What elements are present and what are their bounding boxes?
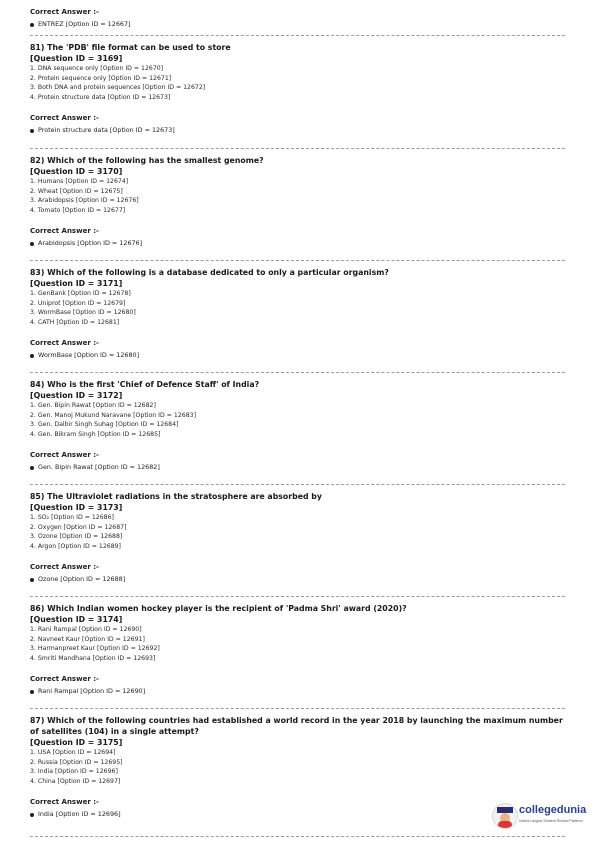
- correct-answer: Arabidopsis [Option ID = 12676]: [30, 239, 565, 248]
- question-id: [Question ID = 3169]: [30, 54, 123, 63]
- question-block: [30, 155, 565, 248]
- option: 3. Ozone [Option ID = 12688]: [30, 533, 123, 541]
- option: 4. Smriti Mandhana [Option ID = 12693]: [30, 654, 156, 662]
- bullet-icon: [30, 242, 34, 246]
- option: 4. Argon [Option ID = 12689]: [30, 542, 121, 550]
- logo-name: collegedunia: [519, 804, 587, 816]
- question-title: 85) The Ultraviolet radiations in the stratosphere are absorbed by: [30, 492, 322, 501]
- question-title: 86) Which Indian women hockey player is the recipient of 'Padma Shri' award (2020)?: [30, 604, 407, 613]
- question-title: 82) Which of the following has the smallest genome?: [30, 156, 264, 165]
- question-block: [30, 42, 565, 135]
- option: 4. CATH [Option ID = 12681]: [30, 318, 120, 326]
- question-id: [Question ID = 3174]: [30, 615, 123, 624]
- option: 4. Tomato [Option ID = 12677]: [30, 206, 126, 214]
- option: 1. GenBank [Option ID = 12678]: [30, 290, 131, 297]
- question-id: [Question ID = 3175]: [30, 738, 123, 747]
- correct-answer-label: Correct Answer :-: [30, 227, 99, 236]
- question-block: [30, 603, 565, 696]
- correct-answer: India [Option ID = 12696]: [30, 810, 565, 819]
- correct-answer-label: Correct Answer :-: [30, 451, 99, 460]
- question-block: [30, 267, 565, 360]
- question-title: 83) Which of the following is a database dedicated to only a particular organism?: [30, 268, 389, 277]
- option: 2. Protein sequence only [Option ID = 12671]: [30, 74, 172, 82]
- option: 1. USA [Option ID = 12694]: [30, 749, 116, 756]
- question-block: [30, 379, 565, 472]
- question-block: [30, 715, 565, 819]
- option: 4. Protein structure data [Option ID = 12673]: [30, 93, 171, 101]
- option: 2. Wheat [Option ID = 12675]: [30, 187, 123, 195]
- option: 1. Rani Rampal [Option ID = 12690]: [30, 626, 142, 633]
- separator: [30, 148, 565, 149]
- separator: [30, 708, 565, 709]
- correct-answer-label: Correct Answer :-: [30, 798, 99, 807]
- option: 1. SO₂ [Option ID = 12686]: [30, 514, 114, 521]
- correct-answer: Rani Rampal [Option ID = 12690]: [30, 687, 565, 696]
- graduate-icon: [492, 803, 518, 829]
- option: 2. Navneet Kaur [Option ID = 12691]: [30, 635, 145, 643]
- option: 2. Uniprot [Option ID = 12679]: [30, 299, 126, 307]
- logo-tagline: India's Largest Student Review Platform: [519, 819, 583, 823]
- separator: [30, 372, 565, 373]
- correct-answer-label: Correct Answer :-: [30, 114, 99, 123]
- correct-answer: WormBase [Option ID = 12680]: [30, 351, 565, 360]
- question-title: 87) Which of the following countries had established a world record in the year 2018 by launching the maximum number of satellites (104) in a single attempt?: [30, 716, 563, 736]
- question-id: [Question ID = 3170]: [30, 167, 123, 176]
- correct-answer: ENTREZ [Option ID = 12667]: [30, 20, 565, 29]
- collegedunia-logo: [492, 801, 592, 835]
- option: 3. Harmanpreet Kaur [Option ID = 12692]: [30, 645, 160, 653]
- bullet-icon: [30, 466, 34, 470]
- option: 3. Both DNA and protein sequences [Option ID = 12672]: [30, 84, 206, 92]
- bullet-icon: [30, 813, 34, 817]
- option: 1. DNA sequence only [Option ID = 12670]: [30, 65, 164, 72]
- option: 1. Humans [Option ID = 12674]: [30, 178, 129, 185]
- bullet-icon: [30, 690, 34, 694]
- option: 3. India [Option ID = 12696]: [30, 768, 118, 776]
- option: 2. Russia [Option ID = 12695]: [30, 758, 123, 766]
- correct-answer-label: Correct Answer :-: [30, 563, 99, 572]
- question-title: 84) Who is the first 'Chief of Defence Staff' of India?: [30, 380, 260, 389]
- bullet-icon: [30, 578, 34, 582]
- option: 3. Gen. Dalbir Singh Suhag [Option ID = 12684]: [30, 421, 179, 429]
- correct-answer-label: Correct Answer :-: [30, 8, 99, 16]
- correct-answer-label: Correct Answer :-: [30, 675, 99, 684]
- bullet-icon: [30, 23, 34, 27]
- option: 2. Gen. Manoj Mukund Naravane [Option ID = 12683]: [30, 411, 196, 419]
- option: 3. Arabidopsis [Option ID = 12676]: [30, 197, 139, 205]
- separator: [30, 35, 565, 36]
- separator: [30, 260, 565, 261]
- question-id: [Question ID = 3172]: [30, 391, 123, 400]
- separator: [30, 836, 565, 837]
- correct-answer-label: Correct Answer :-: [30, 339, 99, 348]
- option: 1. Gen. Bipin Rawat [Option ID = 12682]: [30, 402, 156, 409]
- separator: [30, 596, 565, 597]
- question-title: 81) The 'PDB' file format can be used to store: [30, 43, 231, 52]
- bullet-icon: [30, 354, 34, 358]
- top-answer-block: [30, 8, 565, 29]
- separator: [30, 484, 565, 485]
- correct-answer: Protein structure data [Option ID = 12673]: [30, 126, 565, 135]
- correct-answer: Gen. Bipin Rawat [Option ID = 12682]: [30, 463, 565, 472]
- option: 4. China [Option ID = 12697]: [30, 777, 121, 785]
- option: 4. Gen. Bikram Singh [Option ID = 12685]: [30, 430, 161, 438]
- question-id: [Question ID = 3171]: [30, 279, 123, 288]
- option: 3. WormBase [Option ID = 12680]: [30, 309, 136, 317]
- bullet-icon: [30, 129, 34, 133]
- option: 2. Oxygen [Option ID = 12687]: [30, 523, 127, 531]
- correct-answer: Ozone [Option ID = 12688]: [30, 575, 565, 584]
- question-id: [Question ID = 3173]: [30, 503, 123, 512]
- question-block: [30, 491, 565, 584]
